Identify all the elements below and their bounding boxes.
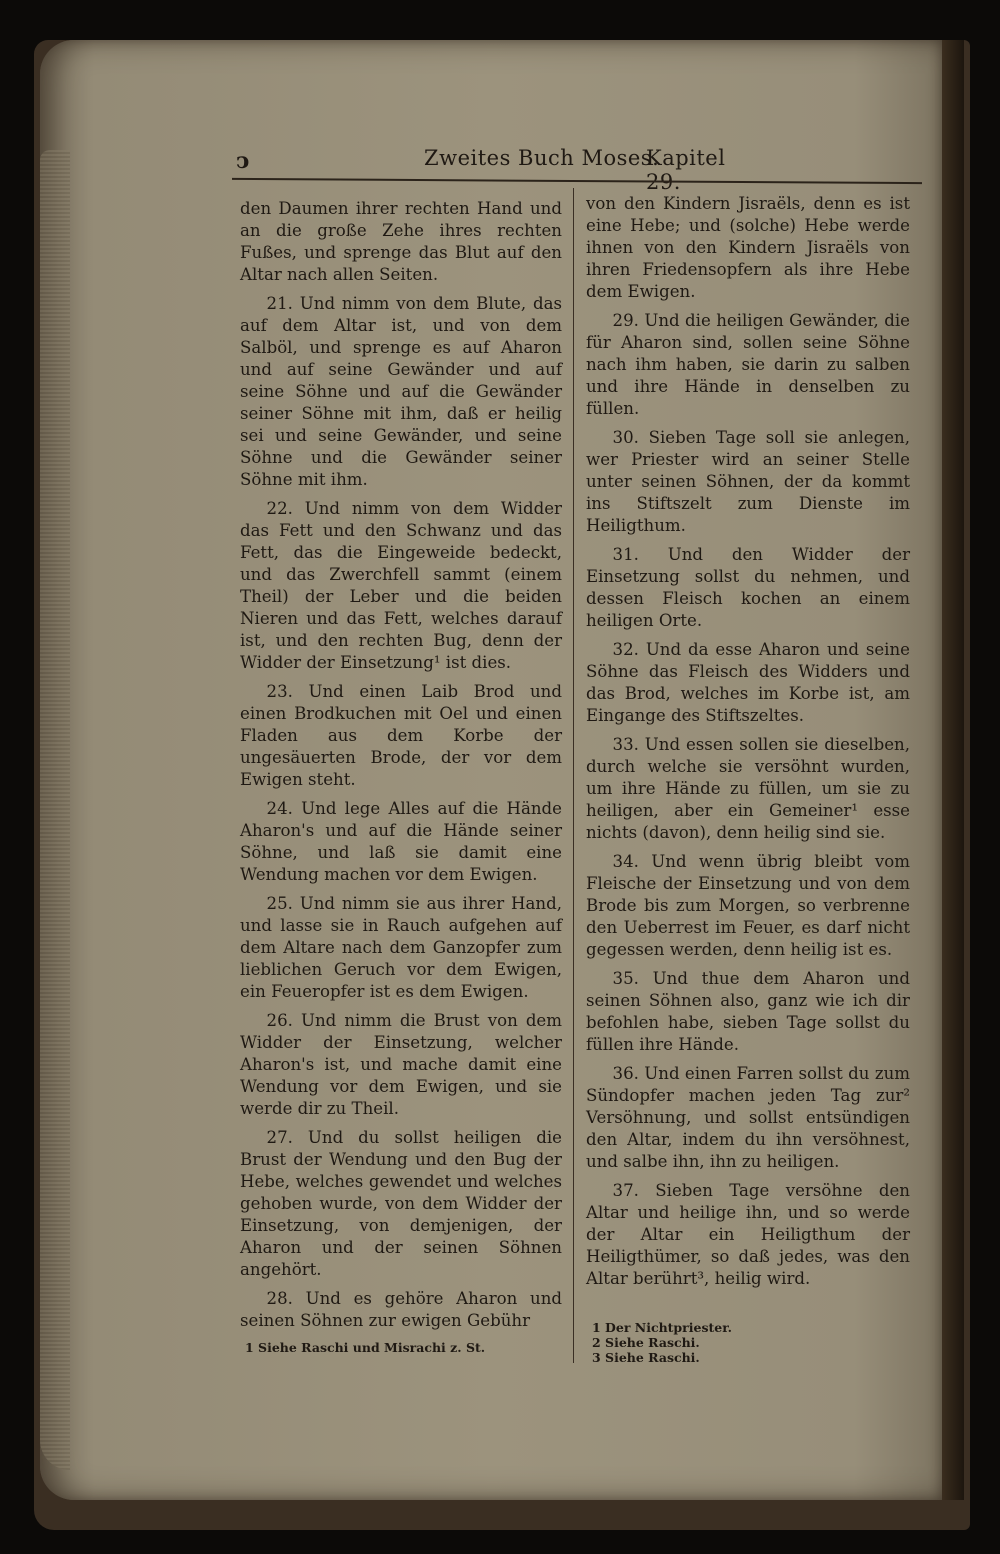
running-title: Zweites Buch Moses. [424,146,660,170]
verse-paragraph: 21. Und nimm von dem Blute, das auf dem Altar ist, und von dem Salböl, und sprenge es auf Aharon und auf seine Gewänder und auf seine Söhne und auf die Gewänder seiner Söhne mit ihm, daß er heilig sei und seine Gewänder, und seine Söhne und die Gewänder seiner Söhne mit ihm. [240,294,562,489]
verse-paragraph: von den Kindern Jisraëls, denn es ist eine Hebe; und (solche) Hebe werde ihnen von den Kindern Jisraëls von ihren Friedensopfern als ihre Hebe dem Ewigen. [586,194,910,301]
verse-paragraph: 35. Und thue dem Aharon und seinen Söhnen also, ganz wie ich dir befohlen habe, sieben Tage sollst du füllen ihre Hände. [586,969,910,1054]
right-column [586,193,910,1297]
page-header [236,142,756,194]
verse-paragraph: 34. Und wenn übrig bleibt vom Fleische der Einsetzung und von dem Brode bis zum Morgen, so verbrenne den Ueberrest im Feuer, es darf nicht gegessen werden, denn heilig ist es. [586,852,910,959]
verse-paragraph: 36. Und einen Farren sollst du zum Sündopfer machen jeden Tag zur² Versöhnung, und sollst entsündigen den Altar, indem du ihn versöhnest, und salbe ihn, ihn zu heiligen. [586,1064,910,1171]
verse-paragraph: 26. Und nimm die Brust von dem Widder der Einsetzung, welcher Aharon's ist, und mache damit eine Wendung vor dem Ewigen, und sie werde dir zu Theil. [240,1011,562,1118]
verse-paragraph: 24. Und lege Alles auf die Hände Aharon's und auf die Hände seiner Söhne, und laß sie damit eine Wendung machen vor dem Ewigen. [240,799,562,884]
footnote: 1 Siehe Raschi und Misrachi z. St. [245,1340,486,1355]
header-ornament: ↄ [236,148,250,174]
footnotes-left [245,1340,545,1355]
verse-paragraph: 37. Sieben Tage versöhne den Altar und heilige ihn, und so werde der Altar ein Heiligthum der Heiligthümer, so daß jedes, was den Altar berührt³, heilig wird. [586,1181,910,1288]
verse-paragraph: 30. Sieben Tage soll sie anlegen, wer Priester wird an seiner Stelle unter seinen Söhnen, der da kommt ins Stiftszelt zum Dienste im Heiligthum. [586,428,910,535]
verse-paragraph: 29. Und die heiligen Gewänder, die für Aharon sind, sollen seine Söhne nach ihm haben, sie darin zu salben und ihre Hände in denselben zu füllen. [586,311,910,418]
footnote: 1 Der Nichtpriester. [592,1320,733,1335]
verse-paragraph: den Daumen ihrer rechten Hand und an die große Zehe ihres rechten Fußes, und sprenge das Blut auf den Altar nach allen Seiten. [240,199,562,284]
chapter-title: Kapitel 29. [646,146,726,194]
verse-paragraph: 27. Und du sollst heiligen die Brust der Wendung und den Bug der Hebe, welches gewendet und welches gehoben wurde, von dem Widder der Einsetzung, von demjenigen, der Aharon und der seinen Söhnen angehört. [240,1128,562,1279]
verse-paragraph: 23. Und einen Laib Brod und einen Brodkuchen mit Oel und einen Fladen aus dem Korbe der ungesäuerten Brode, der vor dem Ewigen steht. [240,682,562,789]
footnote: 3 Siehe Raschi. [592,1350,700,1365]
verse-paragraph: 31. Und den Widder der Einsetzung sollst du nehmen, und dessen Fleisch kochen an einem heiligen Orte. [586,545,910,630]
verse-paragraph: 28. Und es gehöre Aharon und seinen Söhnen zur ewigen Gebühr [240,1289,562,1330]
verse-paragraph: 32. Und da esse Aharon und seine Söhne das Fleisch des Widders und das Brod, welches im Korbe ist, am Eingange des Stiftszeltes. [586,640,910,725]
verse-paragraph: 33. Und essen sollen sie dieselben, durch welche sie versöhnt wurden, um ihre Hände zu füllen, um sie zu heiligen, aber ein Gemeiner¹ esse nichts (davon), denn heilig sind sie. [586,735,910,842]
page-edges [40,150,70,1470]
footnotes-right [592,1320,892,1365]
book-spine [942,40,964,1500]
column-divider [573,188,574,1363]
verse-paragraph: 22. Und nimm von dem Widder das Fett und den Schwanz und das Fett, das die Eingeweide bedeckt, und das Zwerchfell sammt (einem Theil) der Leber und die beiden Nieren und das Fett, welches darauf ist, und den rechten Bug, denn der Widder der Einsetzung¹ ist dies. [240,499,562,672]
left-column [240,198,562,1339]
footnote: 2 Siehe Raschi. [592,1335,700,1350]
verse-paragraph: 25. Und nimm sie aus ihrer Hand, und lasse sie in Rauch aufgehen auf dem Altare nach dem Ganzopfer zum lieblichen Geruch vor dem Ewigen, ein Feueropfer ist es dem Ewigen. [240,894,562,1001]
